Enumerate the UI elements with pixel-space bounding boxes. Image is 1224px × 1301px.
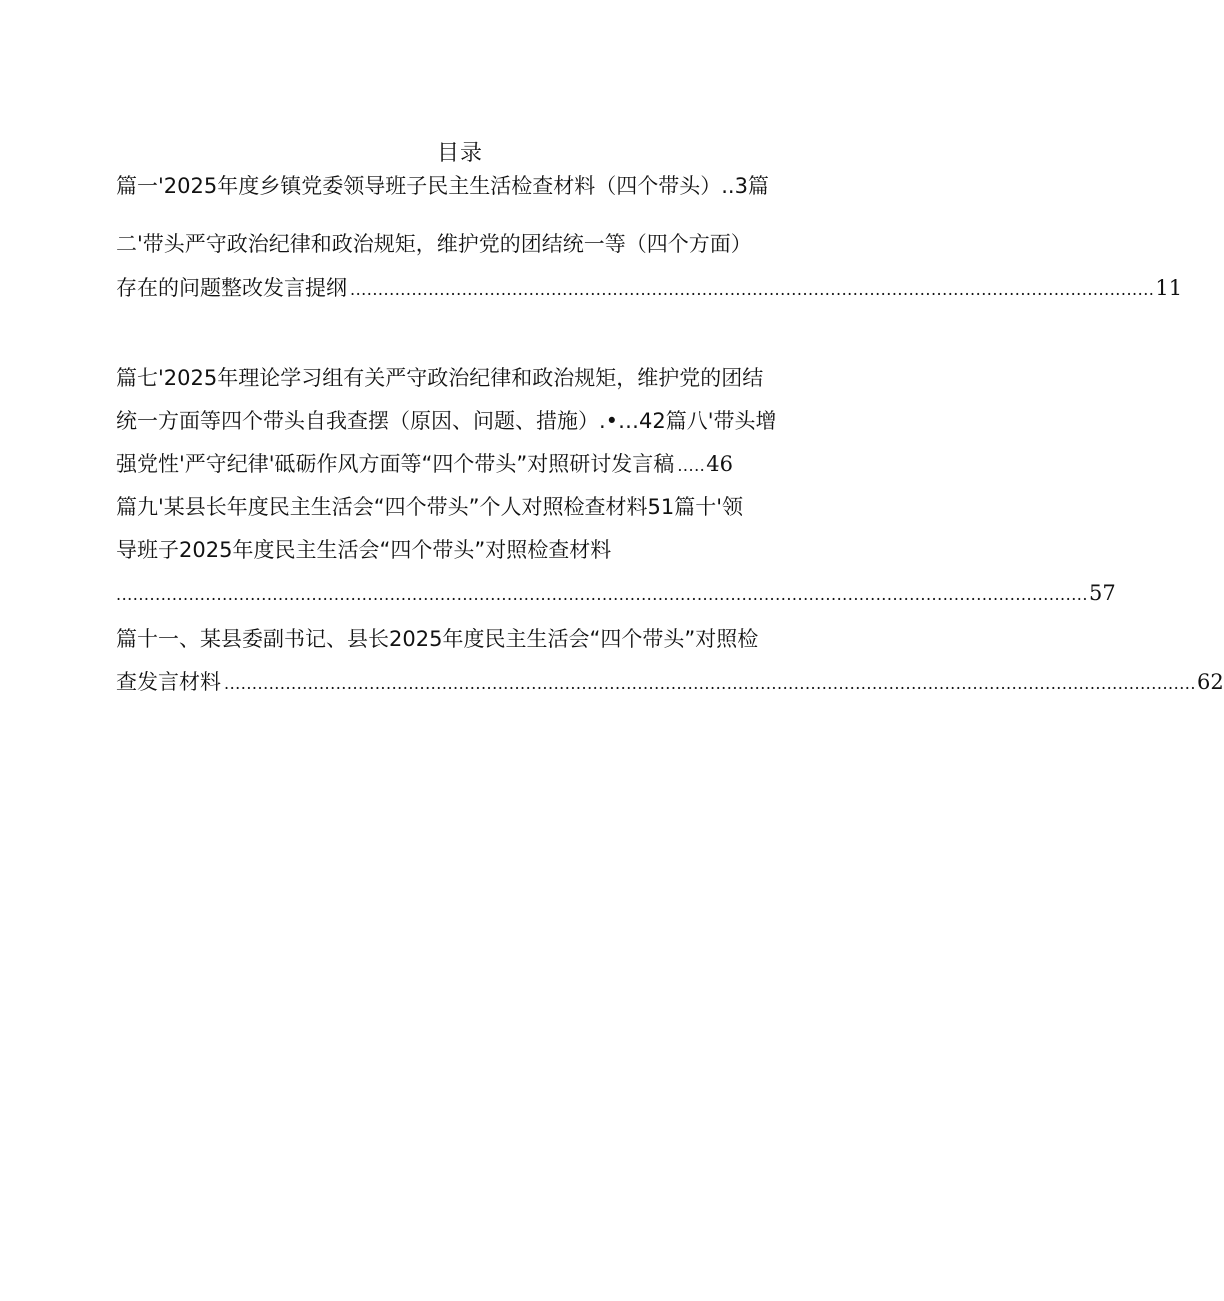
toc-line[interactable] — [116, 490, 828, 524]
dot-leader: .............................................................................................................................................................................. — [116, 585, 1088, 604]
toc-page-number: 11 — [1155, 276, 1183, 300]
toc-line-text: 存在的问题整改发言提纲 — [116, 276, 347, 300]
toc-line[interactable] — [116, 447, 828, 481]
toc-line-text: 篇七'2025年理论学习组有关严守政治纪律和政治规矩，维护党的团结 — [116, 366, 764, 390]
toc-line[interactable] — [116, 576, 1116, 610]
toc-line[interactable] — [116, 665, 1224, 699]
toc-line-text: 强党性'严守纪律'砥砺作风方面等“四个带头”对照研讨发言稿 — [116, 452, 675, 476]
toc-line[interactable] — [116, 361, 828, 395]
toc-line[interactable] — [116, 404, 828, 438]
toc-line[interactable] — [116, 169, 828, 203]
toc-page-number: 46 — [706, 452, 733, 476]
toc-line-text: 二'带头严守政治纪律和政治规矩，维护党的团结统一等（四个方面） — [116, 232, 752, 256]
toc-line[interactable] — [116, 271, 1183, 305]
toc-line-text: 篇一'2025年度乡镇党委领导班子民主生活检查材料（四个带头）..3篇 — [116, 174, 769, 198]
toc-line-text: 篇十一、某县委副书记、县长2025年度民主生活会“四个带头”对照检 — [116, 627, 759, 651]
toc-line[interactable] — [116, 533, 828, 567]
toc-page-number: 57 — [1088, 581, 1116, 605]
toc-title: 目录 — [436, 141, 483, 166]
toc-line[interactable] — [116, 622, 828, 656]
toc-line-text: 篇九'某县长年度民主生活会“四个带头”个人对照检查材料51篇十'领 — [116, 495, 744, 519]
dot-leader: .............................................................................................................................................................................. — [224, 674, 1196, 693]
toc-line-text: 导班子2025年度民主生活会“四个带头”对照检查材料 — [116, 538, 612, 562]
dot-leader: ..... — [677, 456, 706, 475]
dot-leader: ................................................................................................................................................ — [350, 280, 1155, 299]
toc-line-text: 统一方面等四个带头自我查摆（原因、问题、措施）.•…42篇八'带头增 — [116, 409, 777, 433]
toc-line-text: 查发言材料 — [116, 670, 221, 694]
toc-line[interactable] — [116, 227, 828, 261]
toc-page-number: 62 — [1196, 670, 1224, 694]
